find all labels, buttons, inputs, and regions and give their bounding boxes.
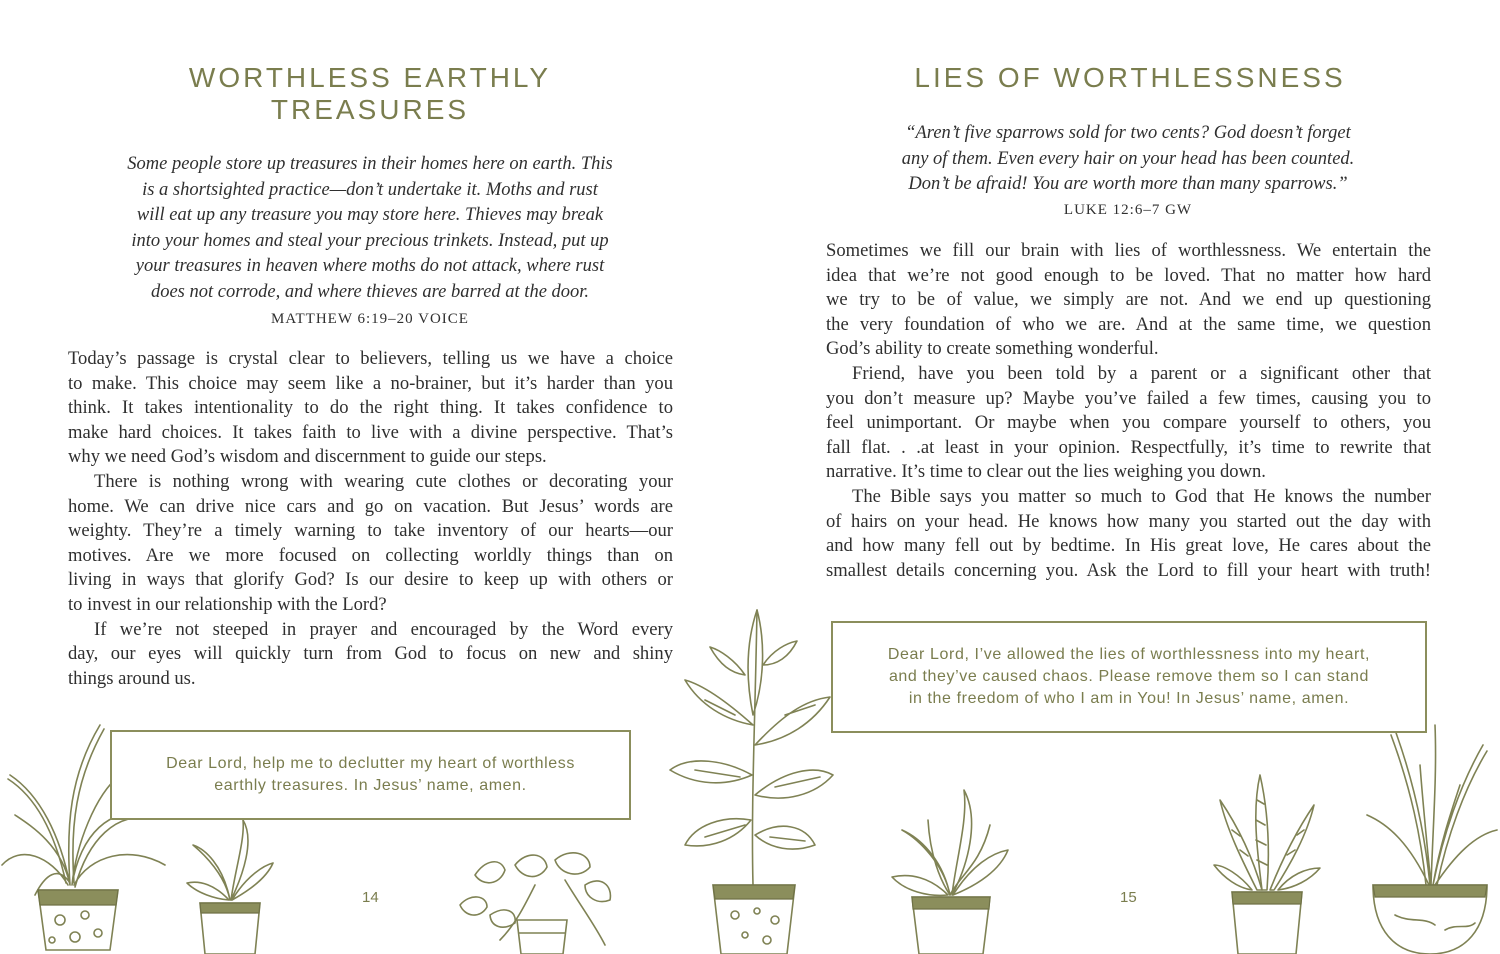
right-page [750,0,1500,954]
prayer-box-left [110,730,631,820]
prayer-line: and they’ve caused chaos. Please remove them so I can stand [888,668,1370,685]
title-line: WORTHLESS EARTHLY [188,62,552,93]
page-number-left: 14 [362,889,379,906]
quote-line: any of them. Even every hair on your head has been counted. [901,148,1355,169]
body-line: we try to be of value, we simply are not. And we end up questioning [826,289,1431,311]
body-line: make hard choices. It takes faith to live with a divine perspective. That’s [68,421,673,443]
paragraph [826,239,1431,362]
prayer-line: Dear Lord, I’ve allowed the lies of worthlessness into my heart, [887,646,1371,663]
body-line: living in ways that glorify God? Is our desire to keep up with others or [68,569,673,591]
scripture-reference-left: MATTHEW 6:19–20 VOICE [271,311,469,327]
prayer-line: earthly treasures. In Jesus’ name, amen. [214,777,527,794]
scripture-reference-right: LUKE 12:6–7 GW [1063,202,1193,218]
title-line: LIES OF WORTHLESSNESS [914,62,1346,93]
body-line: The Bible says you matter so much to God that He knows the number [852,485,1431,507]
body-line: There is nothing wrong with wearing cute clothes or decorating your [94,470,673,492]
devotional-body-right [826,239,1431,583]
body-line: day, our eyes will quickly turn from God to focus on new and shiny [68,643,673,665]
body-line: of hairs on your head. He knows how many you started out the day with [826,510,1431,532]
snake-plant-icon [1212,770,1322,954]
body-line: to make. This choice may seem like a no-brainer, but it’s harder than you [68,372,673,394]
quote-line: “Aren’t five sparrows sold for two cents? God doesn’t forget [905,123,1351,143]
body-line: and how many fell out by bedtime. In His great love, He cares about the [826,535,1431,557]
prayer-box-right [831,621,1427,733]
quote-line: is a shortsighted practice—don’t undertake it. Moths and rust [142,179,598,200]
body-line: Today’s passage is crystal clear to believers, telling us we have a choice [68,348,673,369]
body-line: think. It takes intentionality to do the right thing. It takes confidence to [68,397,673,419]
quote-line: does not corrode, and where thieves are barred at the door. [150,281,590,302]
body-line: narrative. It’s time to clear out the lies weighing you down. [826,461,1266,483]
prayer-line: in the freedom of who I am in You! In Jesus’ name, amen. [908,690,1350,707]
quote-line: will eat up any treasure you may store here. Thieves may break [136,205,604,225]
page-number-right: 15 [1120,889,1137,906]
body-line: weighty. They’re a timely warning to take inventory of our hearts—our [68,520,673,542]
body-line: home. We can drive nice cars and go on vacation. But Jesus’ words are [68,495,673,517]
devotional-body-left [68,347,673,691]
body-line: you don’t measure up? Maybe you’ve failed a few times, causing you to [826,387,1431,409]
body-line: the very foundation of who we are. And at the same time, we question [826,313,1431,335]
quote-line: your treasures in heaven where moths do not attack, where rust [135,256,605,276]
quote-line: into your homes and steal your precious trinkets. Instead, put up [131,230,609,251]
page-title-right [830,62,1430,94]
scripture-quote-left [70,152,670,305]
body-line: If we’re not steeped in prayer and encouraged by the Word every [94,618,673,640]
quote-line: Some people store up treasures in their homes here on earth. This [127,154,613,174]
body-line: Friend, have you been told by a parent or a significant other that [852,362,1431,384]
prayer-line: Dear Lord, help me to declutter my heart of worthless [166,755,575,772]
title-line: TREASURES [270,94,470,125]
body-line: feel unimportant. Or maybe when you compare yourself to others, you [826,412,1431,434]
body-line: motives. Are we more focused on collecting worldly things than on [68,544,673,566]
body-line: things around us. [68,667,196,689]
paragraph [68,470,673,618]
paragraph [826,362,1431,485]
grass-plant-icon [1365,725,1500,954]
quote-line: Don’t be afraid! You are worth more than many sparrows.” [908,174,1348,194]
paragraph [68,347,673,470]
paragraph [826,485,1431,583]
body-line: to invest in our relationship with the Lord? [68,593,387,615]
body-line: God’s ability to create something wonderful. [826,338,1159,360]
body-line: smallest details concerning you. Ask the Lord to fill your heart with truth! [826,559,1431,581]
body-line: idea that we’re not good enough to be loved. That no matter how hard [826,264,1431,286]
body-line: why we need God’s wisdom and discernment to guide our steps. [68,446,547,468]
scripture-quote-right [828,121,1428,198]
peace-lily-icon [890,785,1010,954]
paragraph [68,618,673,692]
pothos-icon [455,845,615,954]
page-title-left [120,62,620,126]
body-line: fall flat. . .at least in your opinion. Respectfully, it’s time to rewrite that [826,436,1431,458]
peace-lily-icon [185,815,275,954]
body-line: Sometimes we fill our brain with lies of worthlessness. We entertain the [826,240,1431,261]
